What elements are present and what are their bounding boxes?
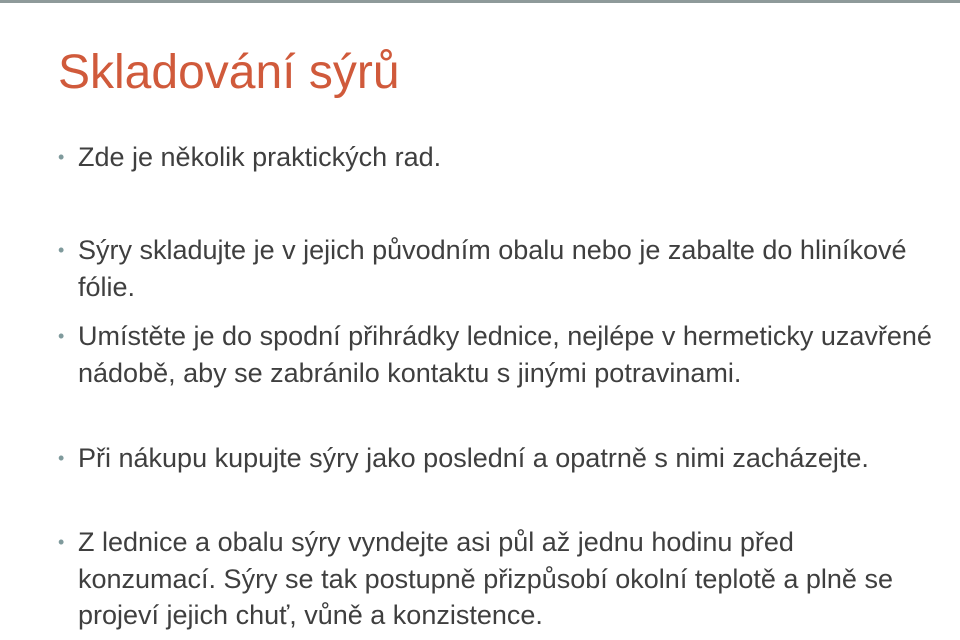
bullet-text: Zde je několik praktických rad.: [78, 142, 442, 172]
bullet-text: Sýry skladujte je v jejich původním obalu nebo je zabalte do hliníkové fólie.: [78, 235, 907, 302]
bullet-dot-icon: •: [58, 448, 65, 468]
bullet-text: Z lednice a obalu sýry vyndejte asi půl až jednu hodinu před konzumací. Sýry se tak postupně přizpůsobí okolní teplotě a plně se projeví jejich chuť, vůně a konzistence.: [78, 527, 893, 630]
bullet-item: [58, 232, 938, 305]
bullet-text: Umístěte je do spodní přihrádky lednice, nejlépe v hermeticky uzavřené nádobě, aby se zabránilo kontaktu s jinými potravinami.: [78, 321, 932, 388]
bullet-dot-icon: •: [58, 326, 65, 346]
bullet-dot-icon: •: [58, 532, 65, 552]
bullet-text: Při nákupu kupujte sýry jako poslední a opatrně s nimi zacházejte.: [78, 443, 869, 473]
bullet-item: [58, 318, 938, 391]
slide-title: Skladování sýrů: [58, 46, 400, 99]
top-divider: [0, 0, 960, 3]
bullet-dot-icon: •: [58, 147, 65, 167]
bullet-dot-icon: •: [58, 240, 65, 260]
bullet-item: [58, 139, 938, 176]
bullet-item: [58, 440, 938, 477]
bullet-item: [58, 524, 938, 634]
